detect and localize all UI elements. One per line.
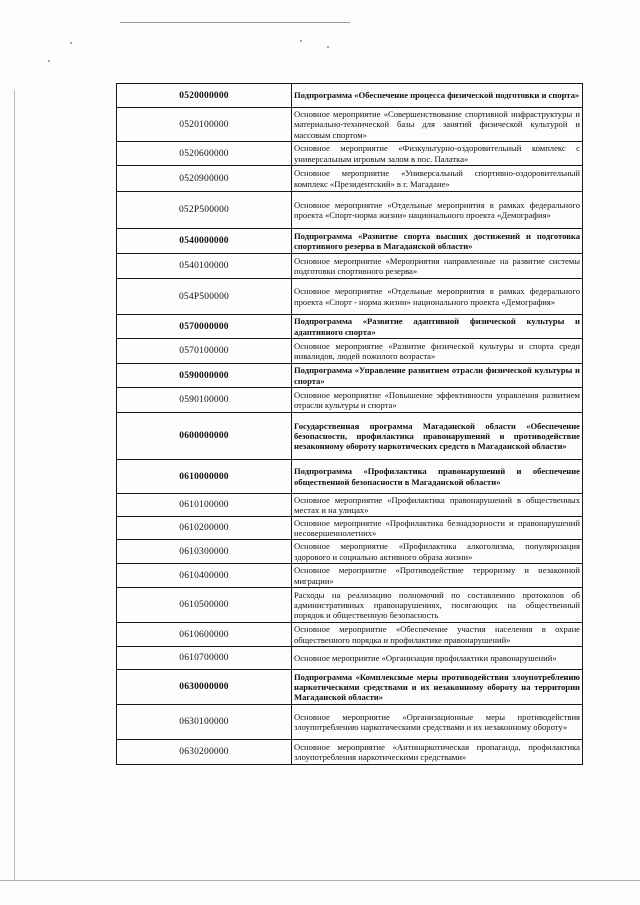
scan-artifact-line: [14, 90, 15, 880]
scan-speck: [70, 42, 72, 44]
program-description: Основное мероприятие «Физкультурно-оздоровительный комплекс с универсальным игровым залом в пос. Палатка»: [292, 142, 583, 166]
table-row: [117, 494, 583, 517]
table-row: [117, 740, 583, 765]
table-row: [117, 84, 583, 108]
classification-code: 0630100000: [117, 705, 292, 740]
program-description: Основное мероприятие «Универсальный спортивно-оздоровительный комплекс «Президентский» в г. Магадане»: [292, 166, 583, 192]
classification-code: 0520600000: [117, 142, 292, 166]
table-row: [117, 564, 583, 588]
program-description: Подпрограмма «Развитие спорта высших достижений и подготовка спортивного резерва в Магаданской области»: [292, 229, 583, 254]
table-row: [117, 315, 583, 339]
table-row: [117, 670, 583, 705]
program-description: Основное мероприятие «Обеспечение участия населения в охране общественного порядка и профилактике правонарушений»: [292, 623, 583, 647]
classification-code: 0610600000: [117, 623, 292, 647]
program-description: Подпрограмма «Развитие адаптивной физической культуры и адаптивного спорта»: [292, 315, 583, 339]
program-description: Основное мероприятие «Профилактика правонарушений в общественных местах и на улицах»: [292, 494, 583, 517]
program-description: Основное мероприятие «Повышение эффективности управления развитием отрасли культуры и спорта»: [292, 388, 583, 413]
program-description: Расходы на реализацию полномочий по составлению протоколов об административных правонарушениях, посягающих на общественный порядок и общественную безопасность: [292, 588, 583, 623]
scan-artifact-line: [120, 22, 350, 23]
table-row: [117, 388, 583, 413]
classification-code: 054P500000: [117, 279, 292, 315]
classification-code: 0520900000: [117, 166, 292, 192]
classification-code: 0590000000: [117, 364, 292, 388]
classification-code: 0630200000: [117, 740, 292, 765]
budget-code-table: [116, 83, 583, 765]
table-row: [117, 229, 583, 254]
program-description: Основное мероприятие «Мероприятия направленные на развитие системы подготовки спортивного резерва»: [292, 254, 583, 279]
table-body: [117, 84, 583, 765]
program-description: Подпрограмма «Обеспечение процесса физической подготовки и спорта»: [292, 84, 583, 108]
program-description: Основное мероприятие «Организационные меры противодействия злоупотреблению наркотическими средствами и их незаконному обороту»: [292, 705, 583, 740]
table-row: [117, 588, 583, 623]
program-description: Основное мероприятие «Профилактика алкоголизма, популяризация здорового и социально активного образа жизни»: [292, 540, 583, 564]
table-row: [117, 413, 583, 460]
table-row: [117, 364, 583, 388]
classification-code: 0570100000: [117, 339, 292, 364]
classification-code: 0610500000: [117, 588, 292, 623]
program-description: Основное мероприятие «Развитие физической культуры и спорта среди инвалидов, людей пожилого возраста»: [292, 339, 583, 364]
classification-code: 0610000000: [117, 460, 292, 494]
scan-speck: [48, 60, 50, 62]
program-description: Основное мероприятие «Противодействие терроризму и незаконной миграции»: [292, 564, 583, 588]
table-row: [117, 517, 583, 540]
program-description: Основное мероприятие «Организация профилактики правонарушений»: [292, 647, 583, 670]
table-row: [117, 623, 583, 647]
classification-code: 0520000000: [117, 84, 292, 108]
scan-speck: [327, 46, 329, 48]
classification-code: 0520100000: [117, 108, 292, 142]
scan-speck: [300, 40, 302, 42]
program-description: Подпрограмма «Управление развитием отрасли физической культуры и спорта»: [292, 364, 583, 388]
classification-code: 0540000000: [117, 229, 292, 254]
table-row: [117, 540, 583, 564]
classification-code: 0610200000: [117, 517, 292, 540]
classification-code: 0600000000: [117, 413, 292, 460]
program-description: Подпрограмма «Комплексные меры противодействия злоупотреблению наркотическими средствами и их незаконному обороту на территории Магаданской области»: [292, 670, 583, 705]
program-description: Основное мероприятие «Отдельные мероприятия в рамках федерального проекта «Спорт - норма жизни» национального проекта «Демография»: [292, 279, 583, 315]
classification-code: 0630000000: [117, 670, 292, 705]
classification-code: 0610300000: [117, 540, 292, 564]
table-row: [117, 166, 583, 192]
program-description: Основное мероприятие «Отдельные мероприятия в рамках федерального проекта «Спорт-норма жизни» национального проекта «Демография»: [292, 192, 583, 229]
table-row: [117, 108, 583, 142]
table-row: [117, 339, 583, 364]
scan-artifact-line: [0, 880, 640, 881]
program-description: Основное мероприятие «Совершенствование спортивной инфраструктуры и материально-технической базы для занятий физической культурой и массовым спортом»: [292, 108, 583, 142]
table-row: [117, 460, 583, 494]
classification-code: 0540100000: [117, 254, 292, 279]
classification-code: 0570000000: [117, 315, 292, 339]
classification-code: 0590100000: [117, 388, 292, 413]
table-row: [117, 254, 583, 279]
table-row: [117, 705, 583, 740]
table-row: [117, 647, 583, 670]
table-row: [117, 142, 583, 166]
program-description: Государственная программа Магаданской области «Обеспечение безопасности, профилактика правонарушений и противодействие незаконному обороту наркотических средств в Магаданской области»: [292, 413, 583, 460]
table-row: [117, 279, 583, 315]
program-description: Подпрограмма «Профилактика правонарушений и обеспечение общественной безопасности в Магаданской области»: [292, 460, 583, 494]
classification-code: 0610700000: [117, 647, 292, 670]
classification-code: 0610100000: [117, 494, 292, 517]
table-row: [117, 192, 583, 229]
classification-code: 052P500000: [117, 192, 292, 229]
program-description: Основное мероприятие «Профилактика безнадзорности и правонарушений несовершеннолетних»: [292, 517, 583, 540]
program-description: Основное мероприятие «Антинаркотическая пропаганда, профилактика злоупотребления наркотическими средствами»: [292, 740, 583, 765]
classification-code: 0610400000: [117, 564, 292, 588]
